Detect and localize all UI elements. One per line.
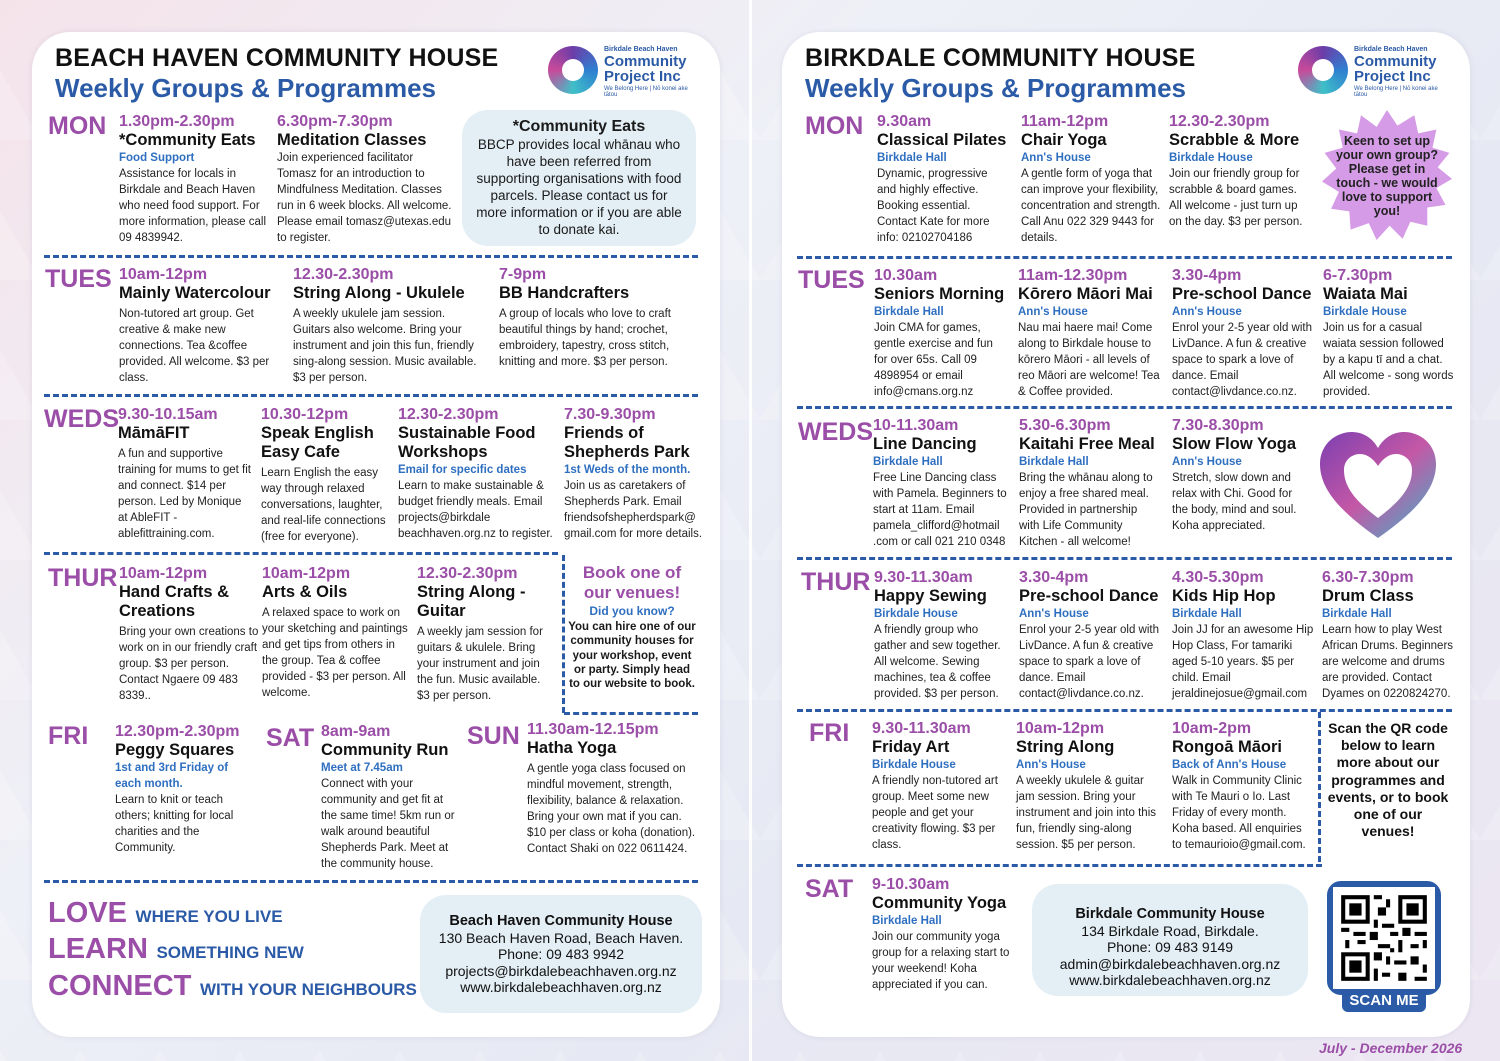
program-community-run: 8am-9am Community Run Meet at 7.45am Connect with your community and get fit at the same time! 5km run or walk around beautiful Shepherds Park. Meet at the community house. (321, 723, 455, 870)
day-tues: TUES (798, 266, 865, 294)
slogan-connect: CONNECT WITH YOUR NEIGHBOURS (48, 970, 417, 1002)
program-drum-class: 6.30-7.30pm Drum Class Birkdale Hall Learn how to play West African Drums. Beginners are welcome and drums are provided. Contact Dyames on 0220824270. (1322, 569, 1454, 700)
separator (797, 557, 1452, 560)
start-a-group-text: Keen to set up your own group? Please get in touch - we would love to support you! (1335, 134, 1439, 218)
program-bb-handcrafters: 7-9pm BB Handcrafters A group of locals who love to craft beautiful things by hand; crochet, embroidery, tapestry, cross stitch, knitting and more. $3 per person. (499, 266, 671, 368)
day-mon: MON (805, 112, 864, 140)
qr-promo-text: Scan the QR code below to learn more about our programmes and events, or to book one of our venues! (1327, 720, 1449, 840)
day-weds: WEDS (44, 405, 119, 433)
program-friends-shepherds-park: 7.30-9.30pm Friends of Shepherds Park 1st Weds of the month. Join us as caretakers of Shepherds Park. Email friendsofshepherdspark@ gmail.com for more details. (564, 406, 703, 540)
day-thur: THUR (801, 568, 871, 596)
separator (44, 394, 698, 397)
program-line-dancing: 10-11.30am Line Dancing Birkdale Hall Free Line Dancing class with Pamela. Beginners to start at 11am. Email pamela_clifford@hotmail .com or call 021 210 0348 (873, 417, 1007, 548)
day-sat: SAT (805, 875, 854, 903)
qr-code[interactable] (1327, 881, 1441, 995)
day-weds: WEDS (798, 418, 873, 446)
slogan-love: LOVE WHERE YOU LIVE (48, 897, 283, 929)
program-kaitahi-meal: 5.30-6.30pm Kaitahi Free Meal Birkdale Hall Bring the whānau along to enjoy a free shared meal. Provided in partnership with Life Community Kitchen - all welcome! (1019, 417, 1155, 548)
program-peggy-squares: 12.30pm-2.30pm Peggy Squares 1st and 3rd Friday of each month. Learn to knit or teach others; knitting for local charities and the Community. (115, 723, 240, 854)
program-mamafit: 9.30-10.15am MāmāFIT A fun and supportive training for mums to get fit and connect. $14 per person. Led by Monique at AbleFIT - ablefittraining.com. (118, 406, 251, 540)
day-sun: SUN (467, 722, 520, 750)
program-string-along-guitar: 12.30-2.30pm String Along - Guitar A weekly jam session for guitars & ukulele. Bring your instrument and join the fun. Music available. $3 per person. (417, 565, 543, 702)
program-waiata-mai: 6-7.30pm Waiata Mai Birkdale House Join us for a casual waiata session followed by a kapu tī and a chat. All welcome - song words provided. (1323, 267, 1454, 398)
separator (44, 552, 558, 555)
program-hand-crafts: 10am-12pm Hand Crafts & Creations Bring your own creations to work on in our friendly craft group. $3 per person. Contact Ngaere 09 483 8339.. (119, 565, 259, 702)
program-chair-yoga: 11am-12pm Chair Yoga Ann's House A gentle form of yoga that can improve your flexibility, concentration and strength. Call Anu 022 329 9443 for details. (1021, 113, 1161, 244)
day-tues: TUES (45, 265, 112, 293)
separator (564, 712, 698, 715)
program-rongoa-maori: 10am-2pm Rongoā Māori Back of Ann's House Walk in Community Clinic with Te Mauri o Io. Last Friday of every month. Koha based. All enquiries to temaurioio@gmail.com. (1172, 720, 1306, 851)
program-seniors-morning: 10.30am Seniors Morning Birkdale Hall Join CMA for games, gentle exercise and fun for over 65s. Call 09 4898954 or email info@cmans.org.nz (874, 267, 1005, 398)
program-preschool-dance-thur: 3.30-4pm Pre-school Dance Ann's House Enrol your 2-5 year old with LivDance. A fun & creative space to spark a love of dance. Email contact@livdance.co.nz. (1019, 569, 1159, 700)
slogan-learn: LEARN SOMETHING NEW (48, 933, 304, 965)
program-classical-pilates: 9.30am Classical Pilates Birkdale Hall Dynamic, progressive and highly effective. Booking essential. Contact Kate for more info: 02102704186 (877, 113, 1007, 244)
page-divider (749, 0, 752, 1061)
left-subtitle: Weekly Groups & Programmes (55, 73, 436, 103)
separator (44, 880, 698, 883)
separator-vertical (1318, 712, 1321, 862)
program-meditation: 6.30pm-7.30pm Meditation Classes Join experienced facilitator Tomasz for an introduction to Mindfulness Meditation. Classes run in 6 week blocks. All welcome. Please email tomasz@utexas.edu to register. (277, 113, 452, 244)
program-string-along-ukulele: 12.30-2.30pm String Along - Ukulele A weekly ukulele jam session. Guitars also welcome. Bring your instrument and join this fun, friendly sing-along session. Music available. $3 per person. (293, 266, 477, 384)
day-fri: FRI (809, 719, 850, 747)
qr-code-icon (1333, 887, 1435, 989)
left-contact-box: Beach Haven Community House 130 Beach Haven Road, Beach Haven. Phone: 09 483 9942 projects@birkdalebeachhaven.org.nz www.birkdalebeachhaven.org.nz (420, 895, 702, 1013)
left-title: BEACH HAVEN COMMUNITY HOUSE (55, 44, 499, 72)
right-title: BIRKDALE COMMUNITY HOUSE (805, 44, 1196, 72)
separator (797, 864, 1322, 867)
program-scrabble: 12.30-2.30pm Scrabble & More Birkdale House Join our friendly group for scrabble & board games. All welcome - just turn up on the day. $3 per person. (1169, 113, 1303, 228)
day-fri: FRI (48, 722, 89, 750)
logo-heart-icon (548, 46, 598, 94)
heart-illustration-icon (1318, 430, 1438, 542)
day-sat: SAT (266, 724, 315, 752)
right-subtitle: Weekly Groups & Programmes (805, 73, 1186, 103)
separator (44, 255, 698, 258)
program-kids-hip-hop: 4.30-5.30pm Kids Hip Hop Birkdale Hall Join JJ for an awesome Hip Hop Class, For tamariki aged 5-10 years. $5 per child. Email jeraldinejosue@gmail.com (1172, 569, 1314, 700)
separator-vertical (562, 555, 565, 713)
program-friday-art: 9.30-11.30am Friday Art Birkdale House A friendly non-tutored art group. Meet some new people and get your creativity flowing. $3 per class. (872, 720, 998, 851)
right-logo: Birkdale Beach Haven Community Project Inc We Belong Here | Nō konei ake tātou (1298, 46, 1448, 98)
day-thur: THUR (48, 564, 118, 592)
logo-heart-icon (1298, 46, 1348, 94)
program-happy-sewing: 9.30-11.30am Happy Sewing Birkdale House A friendly group who gather and sew together. All welcome. Sewing machines, tea & coffee provided. $3 per person. (874, 569, 1001, 700)
separator (797, 709, 1452, 712)
scan-me-button[interactable]: SCAN ME (1342, 990, 1426, 1012)
venue-hire-box: Book one of our venues! Did you know? You can hire one of our community houses for your workshop, event or party. Simply head to our website to book. (568, 563, 696, 691)
program-speak-english: 10.30-12pm Speak English Easy Cafe Learn English the easy way through relaxed conversations, laughter, and real-life connections (free for everyone). (261, 406, 386, 543)
separator (797, 256, 1452, 259)
program-community-eats: 1.30pm-2.30pm *Community Eats Food Support Assistance for locals in Birkdale and Beach Haven who need food support. For more information, please call 09 4839942. (119, 113, 267, 244)
program-community-yoga: 9-10.30am Community Yoga Birkdale Hall Join our community yoga group for a relaxing start to your weekend! Koha appreciated if you can. (872, 876, 1010, 991)
day-mon: MON (48, 112, 107, 140)
program-slow-flow-yoga: 7.30-8.30pm Slow Flow Yoga Ann's House Stretch, slow down and relax with Chi. Good for the body, mind and soul. Koha appreciated. (1172, 417, 1297, 532)
separator (797, 406, 1452, 409)
program-sustainable-food: 12.30-2.30pm Sustainable Food Workshops Email for specific dates Learn to make sustainable & budget friendly meals. Email projects@birkdale beachhaven.org.nz to register. (398, 406, 553, 540)
program-korero-maori: 11am-12.30pm Kōrero Māori Mai Ann's House Nau mai haere mai! Come along to Birkdale house to kōrero Māori - all levels of reo Māori are welcome! Tea & Coffee provided. (1018, 267, 1160, 398)
program-hatha-yoga: 11.30am-12.15pm Hatha Yoga A gentle yoga class focused on mindful movement, strength, flexibility, balance & relaxation. Bring your own mat if you can. $10 per class or koha (donation). Contact Shaki on 022 0611424. (527, 721, 696, 855)
program-arts-oils: 10am-12pm Arts & Oils A relaxed space to work on your sketching and paintings and get tips from others in the group. Tea & coffee provided - $3 per person. All welcome. (262, 565, 408, 699)
community-eats-box: *Community Eats BBCP provides local whānau who have been referred from supporting organisations with food parcels. Please contact us for more information or if you are able to donate kai. (462, 110, 696, 246)
program-watercolour: 10am-12pm Mainly Watercolour Non-tutored art group. Get creative & make new connections. Tea &coffee provided. All welcome. $3 per class. (119, 266, 271, 384)
right-contact-box: Birkdale Community House 134 Birkdale Road, Birkdale. Phone: 09 483 9149 admin@birkdalebeachhaven.org.nz www.birkdalebeachhaven.org.nz (1032, 884, 1308, 996)
program-string-along: 10am-12pm String Along Ann's House A weekly ukulele & guitar jam session. Bring your instrument and join into this fun, friendly sing-along session. $5 per person. (1016, 720, 1156, 851)
program-preschool-dance: 3.30-4pm Pre-school Dance Ann's House Enrol your 2-5 year old with LivDance. A fun & creative space to spark a love of dance. Email contact@livdance.co.nz. (1172, 267, 1312, 398)
left-logo: Birkdale Beach Haven Community Project Inc We Belong Here | Nō konei ake tātou (548, 46, 698, 98)
date-range: July - December 2026 (1319, 1040, 1463, 1056)
